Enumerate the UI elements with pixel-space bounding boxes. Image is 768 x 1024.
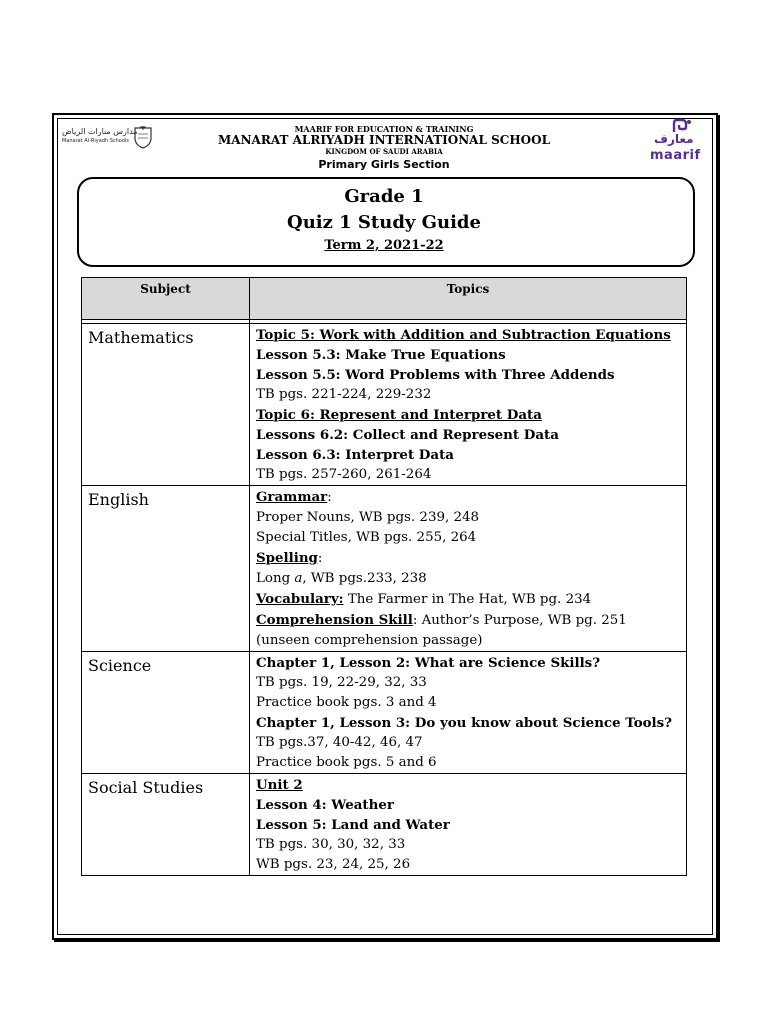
grade-title: Grade 1 — [344, 186, 424, 207]
list-item: Lesson 5.3: Make True Equations — [256, 347, 506, 363]
grammar-label: Grammar — [256, 489, 328, 505]
list-item: Chapter 1, Lesson 3: Do you know about Science Tools? — [256, 715, 673, 731]
study-guide-table — [81, 277, 687, 876]
list-item: TB pgs. 221-224, 229-232 — [256, 387, 432, 402]
vocabulary-label: Vocabulary: — [256, 591, 344, 607]
table-header-row — [82, 278, 687, 320]
list-item: Chapter 1, Lesson 2: What are Science Skills? — [256, 655, 601, 671]
school-logo-arabic: مدارس منارات الرياض — [62, 127, 138, 136]
term-title: Term 2, 2021-22 — [324, 238, 444, 253]
list-item: Practice book pgs. 3 and 4 — [256, 695, 437, 710]
spelling-pre: Long — [256, 571, 295, 586]
organization-name: MAARIF FOR EDUCATION & TRAINING — [294, 124, 474, 134]
topics-science — [250, 652, 687, 774]
subject-science: Science — [82, 652, 250, 774]
topics-mathematics — [250, 324, 687, 486]
list-item — [256, 569, 686, 589]
list-item: Proper Nouns, WB pgs. 239, 248 — [256, 510, 480, 525]
spelling-colon: : — [317, 551, 323, 566]
topics-english — [250, 486, 687, 652]
table-row — [82, 324, 687, 486]
list-item: Unit 2 — [256, 777, 303, 793]
list-item: Lessons 6.2: Collect and Represent Data — [256, 427, 559, 443]
list-item: Lesson 5: Land and Water — [256, 817, 450, 833]
subject-social-studies: Social Studies — [82, 774, 250, 876]
spelling-label: Spelling — [256, 550, 318, 566]
list-item: TB pgs. 19, 22-29, 32, 33 — [256, 675, 427, 690]
list-item: Topic 6: Represent and Interpret Data — [256, 407, 542, 423]
maarif-logo-arabic: معارف — [654, 132, 694, 146]
list-item — [256, 610, 686, 631]
school-name: MANARAT ALRIYADH INTERNATIONAL SCHOOL — [217, 133, 550, 147]
list-item — [256, 589, 686, 610]
spelling-italic: a — [294, 571, 303, 586]
table-row — [82, 652, 687, 774]
list-item: (unseen comprehension passage) — [256, 633, 483, 648]
list-item: TB pgs.37, 40-42, 46, 47 — [256, 735, 423, 750]
section-name: Primary Girls Section — [318, 158, 450, 171]
grammar-colon: : — [327, 490, 332, 505]
spelling-post: , WB pgs.233, 238 — [302, 571, 427, 586]
vocabulary-text: The Farmer in The Hat, WB pg. 234 — [343, 592, 592, 607]
list-item: Lesson 6.3: Interpret Data — [256, 447, 454, 463]
school-logo-english: Manarat Al-Riyadh Schools — [62, 138, 129, 144]
list-item: Topic 5: Work with Addition and Subtraction Equations — [256, 327, 671, 343]
subject-english: English — [82, 486, 250, 652]
list-item: TB pgs. 30, 30, 32, 33 — [256, 837, 406, 852]
subject-mathematics: Mathematics — [82, 324, 250, 486]
list-item: Practice book pgs. 5 and 6 — [256, 755, 437, 770]
comprehension-text: : Author’s Purpose, WB pg. 251 — [412, 613, 627, 628]
list-item: Lesson 5.5: Word Problems with Three Addends — [256, 367, 615, 383]
list-item: WB pgs. 23, 24, 25, 26 — [256, 857, 411, 872]
table-row — [82, 774, 687, 876]
topics-header: Topics — [250, 278, 687, 320]
list-item — [256, 487, 686, 508]
list-item — [256, 548, 686, 569]
table-row — [82, 486, 687, 652]
list-item: Lesson 4: Weather — [256, 797, 394, 813]
comprehension-label: Comprehension Skill — [256, 612, 413, 628]
country-name: KINGDOM OF SAUDI ARABIA — [325, 147, 443, 156]
subject-header: Subject — [82, 278, 250, 320]
list-item: Special Titles, WB pgs. 255, 264 — [256, 530, 477, 545]
guide-title: Quiz 1 Study Guide — [287, 212, 481, 233]
list-item: TB pgs. 257-260, 261-264 — [256, 467, 432, 482]
maarif-logo-english: maarif — [650, 148, 701, 163]
topics-social-studies — [250, 774, 687, 876]
